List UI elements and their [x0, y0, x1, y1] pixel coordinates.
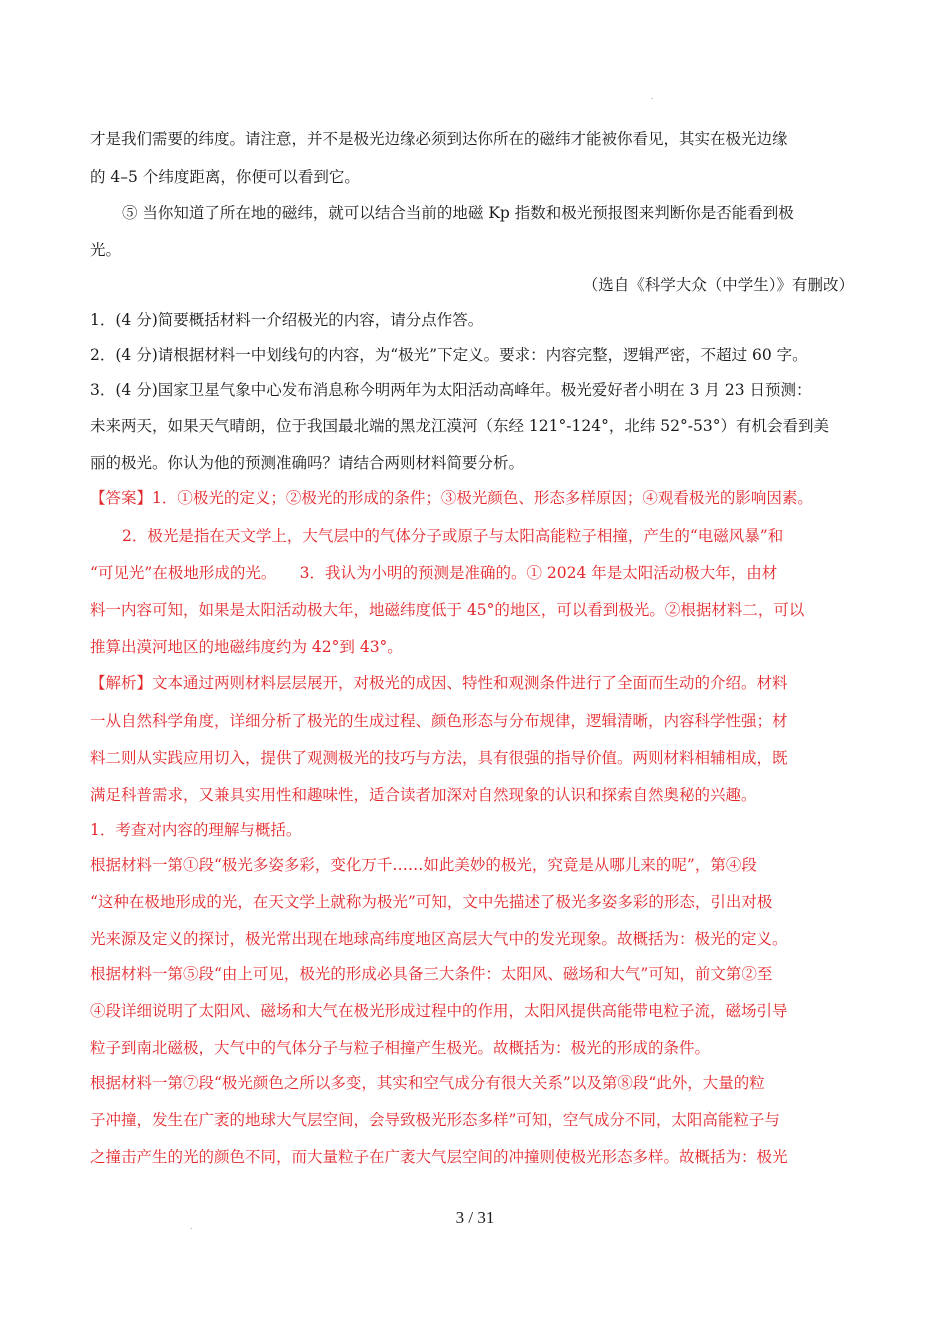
text-line: 未来两天，如果天气晴朗，位于我国最北端的黑龙江漠河（东经 121°-124°，北纬 52°-53°）有机会看到美	[90, 417, 829, 435]
text-line: “可见光”在极地形成的光。 3．我认为小明的预测是准确的。① 2024 年是太阳活动极大年，由材	[90, 564, 778, 582]
page-number: 3 / 31	[455, 1208, 495, 1227]
text-line: 2．(4 分)请根据材料一中划线句的内容，为“极光”下定义。要求：内容完整，逻辑严密，不超过 60 字。	[90, 346, 808, 364]
text-line: 【解析】文本通过两则材料层层展开，对极光的成因、特性和观测条件进行了全面而生动的介绍。材料	[90, 674, 788, 692]
text-line: 【答案】1．①极光的定义；②极光的形成的条件；③极光颜色、形态多样原因；④观看极光的影响因素。	[90, 489, 813, 507]
text-line: 3．(4 分)国家卫星气象中心发布消息称今明两年为太阳活动高峰年。极光爱好者小明在 3 月 23 日预测：	[90, 381, 812, 399]
scan-speck: .	[190, 1222, 193, 1231]
text-line: 根据材料一第⑦段“极光颜色之所以多变，其实和空气成分有很大关系”以及第⑧段“此外，大量的粒	[90, 1074, 765, 1092]
text-line: 1．(4 分)简要概括材料一介绍极光的内容，请分点作答。	[90, 311, 484, 329]
text-line: 1．考查对内容的理解与概括。	[90, 821, 302, 839]
text-line: 根据材料一第①段“极光多姿多彩，变化万千……如此美妙的极光，究竟是从哪儿来的呢”，第④段	[90, 856, 757, 874]
text-line: 才是我们需要的纬度。请注意，并不是极光边缘必须到达你所在的磁纬才能被你看见，其实在极光边缘	[90, 130, 788, 148]
text-line: ⑤ 当你知道了所在地的磁纬，就可以结合当前的地磁 Kp 指数和极光预报图来判断你是否能看到极	[122, 204, 794, 222]
source-citation: （选自《科学大众（中学生）》有删改）	[582, 276, 854, 294]
text-line: 满足科普需求，又兼具实用性和趣味性，适合读者加深对自然现象的认识和探索自然奥秘的兴趣。	[90, 786, 757, 804]
text-line: 根据材料一第⑤段“由上可见，极光的形成必具备三大条件：太阳风、磁场和大气”可知，前文第②至	[90, 965, 773, 983]
text-line: 料二则从实践应用切入，提供了观测极光的技巧与方法，具有很强的指导价值。两则材料相辅相成，既	[90, 749, 788, 767]
text-line: 一从自然科学角度，详细分析了极光的生成过程、颜色形态与分布规律，逻辑清晰，内容科学性强；材	[90, 712, 788, 730]
text-line: ④段详细说明了太阳风、磁场和大气在极光形成过程中的作用，太阳风提供高能带电粒子流，磁场引导	[90, 1002, 788, 1020]
text-line: 丽的极光。你认为他的预测准确吗？请结合两则材料简要分析。	[90, 454, 525, 472]
text-line: 粒子到南北磁极，大气中的气体分子与粒子相撞产生极光。故概括为：极光的形成的条件。	[90, 1039, 711, 1057]
text-line: 子冲撞，发生在广袤的地球大气层空间，会导致极光形态多样”可知，空气成分不同，太阳高能粒子与	[90, 1111, 780, 1129]
text-line: 2．极光是指在天文学上，大气层中的气体分子或原子与太阳高能粒子相撞，产生的“电磁风暴”和	[122, 527, 784, 545]
text-line: 光来源及定义的探讨，极光常出现在地球高纬度地区高层大气中的发光现象。故概括为：极光的定义。	[90, 930, 788, 948]
text-line: “这种在极地形成的光，在天文学上就称为极光”可知，文中先描述了极光多姿多彩的形态，引出对极	[90, 893, 773, 911]
text-line: 的 4–5 个纬度距离，你便可以看到它。	[90, 168, 360, 186]
text-line: 料一内容可知，如果是太阳活动极大年，地磁纬度低于 45°的地区，可以看到极光。②根据材料二，可以	[90, 601, 805, 619]
text-line: 推算出漠河地区的地磁纬度约为 42°到 43°。	[90, 638, 403, 656]
scan-speck: .	[651, 92, 654, 101]
text-line: 光。	[90, 241, 122, 259]
text-line: 之撞击产生的光的颜色不同，而大量粒子在广袤大气层空间的冲撞则使极光形态多样。故概括为：极光	[90, 1148, 788, 1166]
